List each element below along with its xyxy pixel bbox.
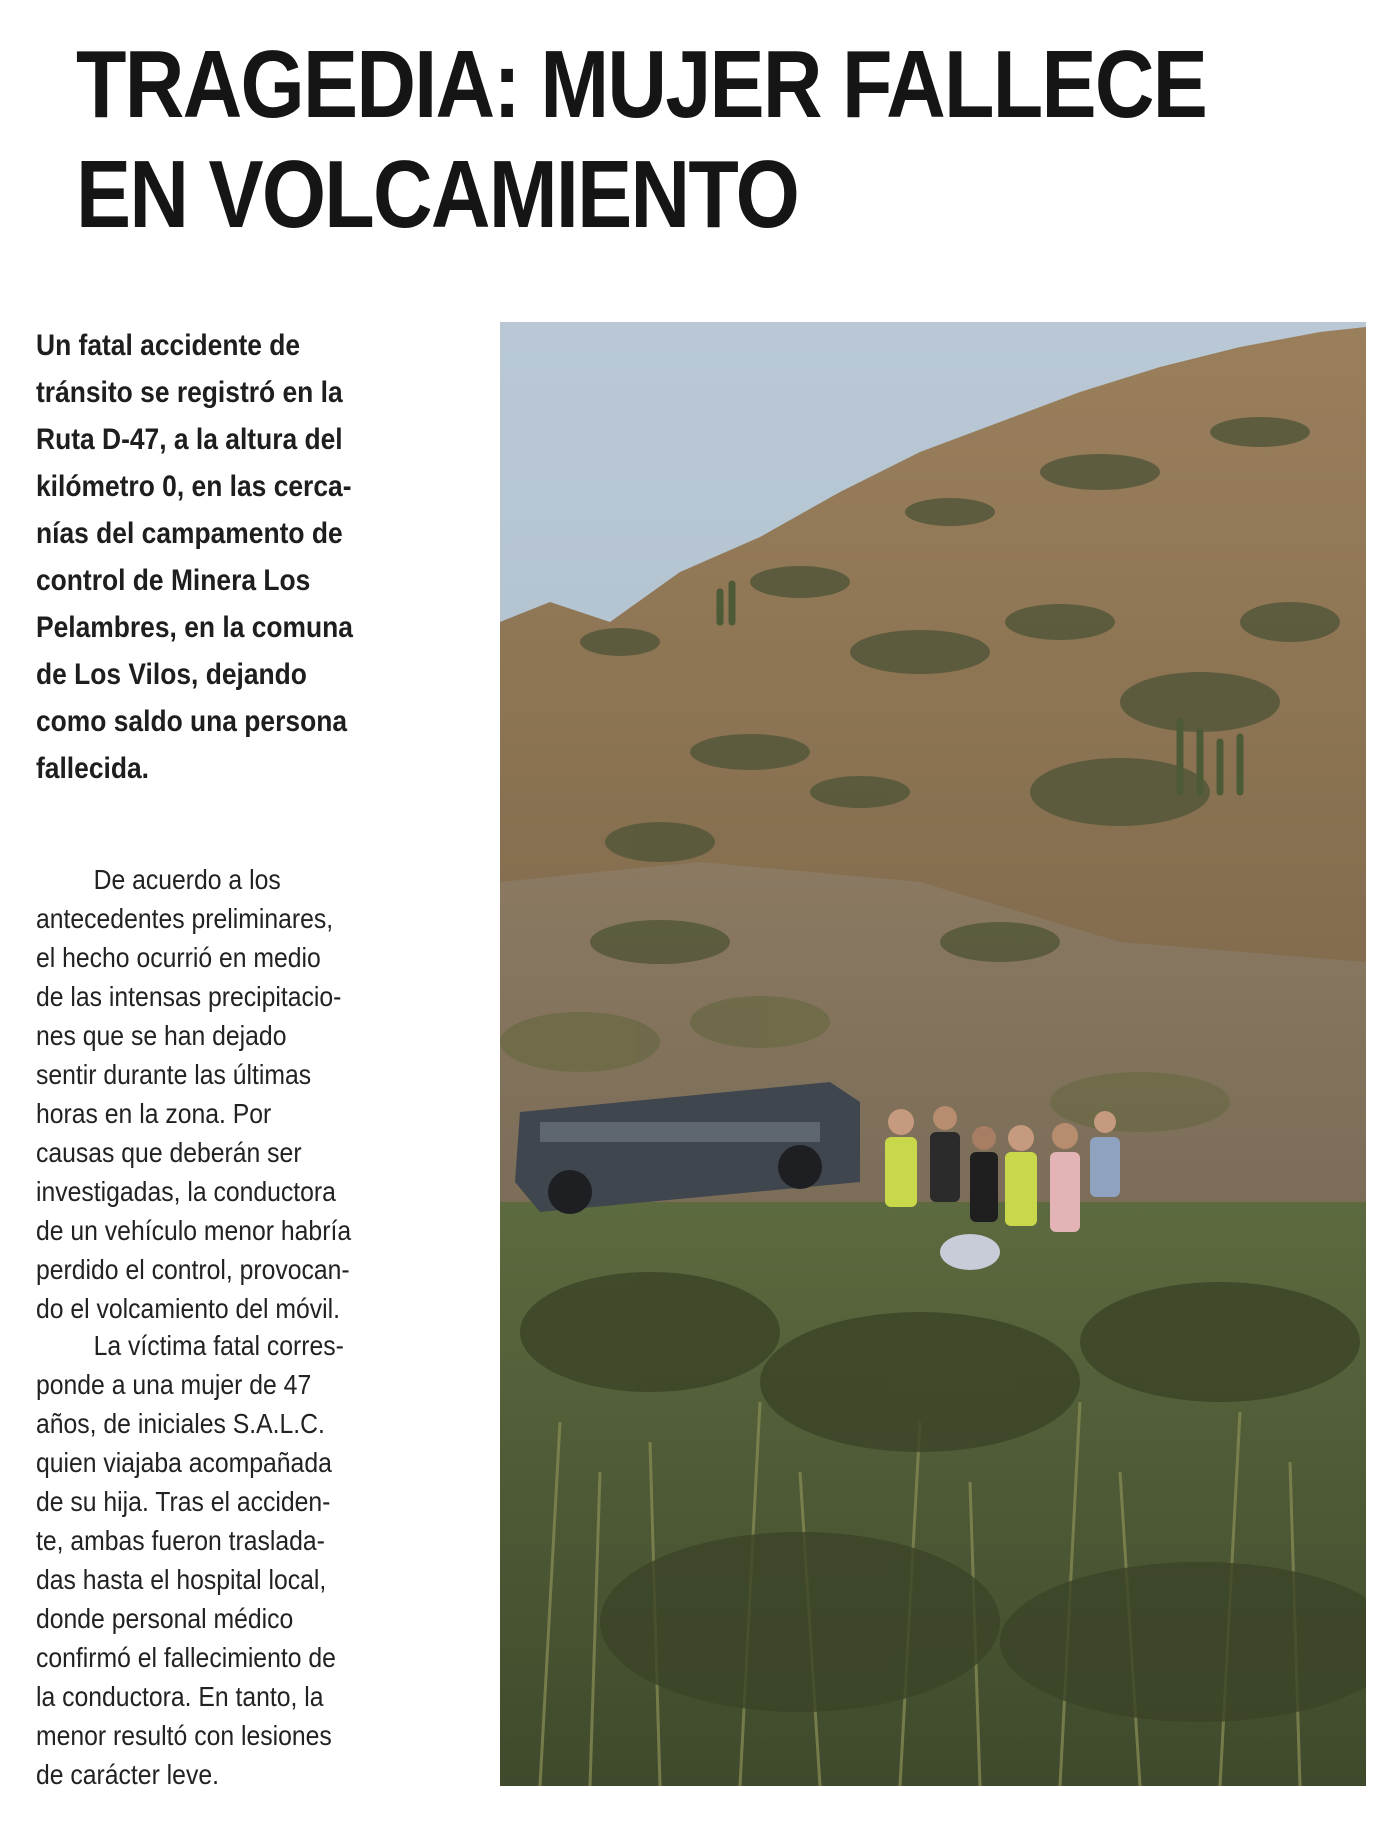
body-line: perdido el control, provocan- — [36, 1254, 350, 1285]
body-line: te, ambas fueron traslada- — [36, 1525, 325, 1556]
body-line: investigadas, la conductora — [36, 1176, 336, 1207]
body-line: de un vehículo menor habría — [36, 1215, 352, 1246]
body-line: menor resultó con lesiones — [36, 1720, 332, 1751]
headline-line: TRAGEDIA: MUJER FALLECE — [76, 31, 1207, 138]
body-line: nes que se han dejado — [36, 1020, 287, 1051]
accident-photo — [500, 322, 1366, 1786]
lead-line: Pelambres, en la comuna — [36, 611, 353, 644]
body-line: horas en la zona. Por — [36, 1098, 272, 1129]
headline — [76, 30, 1207, 250]
body-line: sentir durante las últimas — [36, 1059, 312, 1090]
lead-line: fallecida. — [36, 752, 149, 785]
body-line: de su hija. Tras el acciden- — [36, 1486, 331, 1517]
body-line: do el volcamiento del móvil. — [36, 1293, 341, 1324]
body-line: quien viajaba acompañada — [36, 1447, 332, 1478]
body-line: das hasta el hospital local, — [36, 1564, 327, 1595]
body-line: antecedentes preliminares, — [36, 903, 334, 934]
body-line: causas que deberán ser — [36, 1137, 302, 1168]
body-line: confirmó el fallecimiento de — [36, 1642, 336, 1673]
headline-line: EN VOLCAMIENTO — [76, 141, 799, 248]
body-line: años, de iniciales S.A.L.C. — [36, 1408, 325, 1439]
body-line: el hecho ocurrió en medio — [36, 942, 321, 973]
body-line: la conductora. En tanto, la — [36, 1681, 324, 1712]
body-line: de las intensas precipitacio- — [36, 981, 342, 1012]
lead-line: de Los Vilos, dejando — [36, 658, 307, 691]
body-line: de carácter leve. — [36, 1759, 219, 1790]
body-line: La víctima fatal corres- — [93, 1330, 344, 1361]
lead-line: Ruta D-47, a la altura del — [36, 423, 343, 456]
body-line: donde personal médico — [36, 1603, 294, 1634]
body-line: ponde a una mujer de 47 — [36, 1369, 312, 1400]
body-line: De acuerdo a los — [93, 864, 281, 895]
lead-line: Un fatal accidente de — [36, 329, 301, 362]
lead-line: kilómetro 0, en las cerca- — [36, 470, 352, 503]
lead-paragraph — [36, 322, 428, 792]
lead-line: tránsito se registró en la — [36, 376, 343, 409]
body-paragraph-2 — [36, 1326, 437, 1794]
lead-block — [36, 322, 436, 792]
lead-line: control de Minera Los — [36, 564, 311, 597]
body-paragraph-1 — [36, 860, 437, 1328]
lead-line: nías del campamento de — [36, 517, 343, 550]
lead-line: como saldo una persona — [36, 705, 348, 738]
